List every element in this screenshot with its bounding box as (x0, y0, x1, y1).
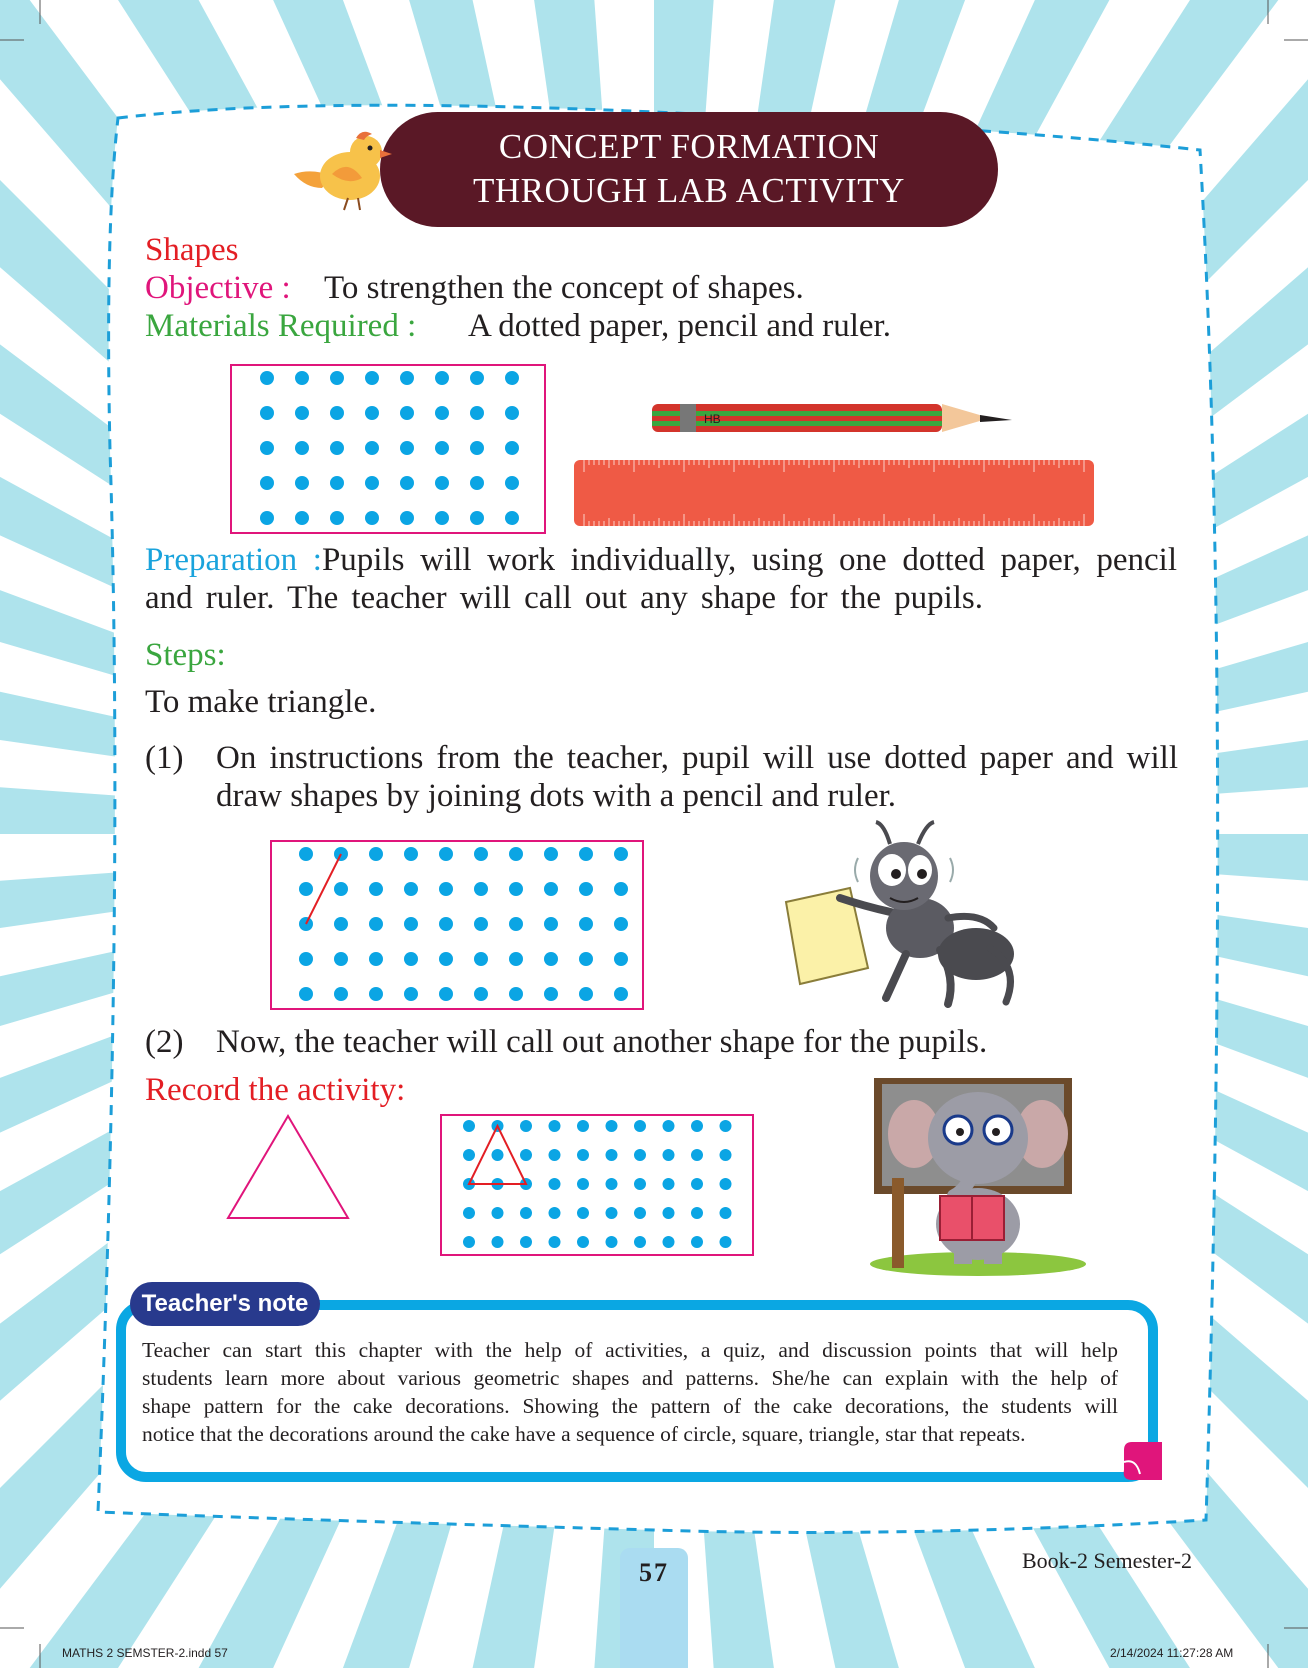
grid-dot (435, 371, 449, 385)
grid-dot (474, 987, 488, 1001)
page-curl-icon (1118, 1440, 1164, 1482)
grid-dot (439, 882, 453, 896)
grid-dot (509, 847, 523, 861)
step-1-line-2: draw shapes by joining dots with a pencil and ruler. (216, 778, 897, 814)
grid-dot (365, 371, 379, 385)
grid-dot (369, 952, 383, 966)
grid-dot (470, 511, 484, 525)
ant-illustration (780, 818, 1040, 1010)
grid-dot (720, 1120, 732, 1132)
grid-dot (299, 847, 313, 861)
grid-dot (439, 847, 453, 861)
grid-dot (474, 952, 488, 966)
grid-dot (435, 511, 449, 525)
teacher-note-text (142, 1336, 1118, 1448)
grid-dot (492, 1149, 504, 1161)
grid-dot (614, 917, 628, 931)
grid-dot (365, 441, 379, 455)
objective-text: To strengthen the concept of shapes. (324, 270, 804, 306)
dotted-paper-record (440, 1114, 754, 1256)
grid-dot (260, 371, 274, 385)
grid-dot (470, 441, 484, 455)
grid-dot (577, 1236, 589, 1248)
grid-dot (606, 1178, 618, 1190)
grid-dot (369, 847, 383, 861)
grid-dot (720, 1207, 732, 1219)
grid-dot (299, 882, 313, 896)
pencil-illustration (650, 402, 1014, 436)
grid-dot (549, 1178, 561, 1190)
title-line-1: CONCEPT FORMATION (498, 127, 880, 166)
grid-dot (404, 952, 418, 966)
grid-dot (606, 1207, 618, 1219)
grid-dot (663, 1149, 675, 1161)
grid-dot (435, 476, 449, 490)
grid-dot (720, 1178, 732, 1190)
grid-dot (579, 917, 593, 931)
grid-dot (295, 371, 309, 385)
grid-dot (404, 847, 418, 861)
grid-dot (463, 1120, 475, 1132)
grid-dot (334, 987, 348, 1001)
grid-dot (634, 1149, 646, 1161)
grid-dot (634, 1120, 646, 1132)
grid-dot (295, 406, 309, 420)
grid-dot (663, 1120, 675, 1132)
grid-dot (505, 476, 519, 490)
grid-dot (579, 882, 593, 896)
grid-dot (549, 1207, 561, 1219)
grid-dot (549, 1236, 561, 1248)
grid-dot (663, 1178, 675, 1190)
grid-dot (492, 1236, 504, 1248)
grid-dot (404, 987, 418, 1001)
grid-dot (663, 1236, 675, 1248)
steps-intro: To make triangle. (145, 684, 377, 720)
grid-dot (505, 406, 519, 420)
grid-dot (369, 917, 383, 931)
grid-dot (691, 1149, 703, 1161)
grid-dot (470, 476, 484, 490)
pencil-label: HB (704, 412, 721, 426)
grid-dot (614, 847, 628, 861)
date-slug: 2/14/2024 11:27:28 AM (1110, 1646, 1234, 1660)
grid-dot (470, 406, 484, 420)
grid-dot (330, 371, 344, 385)
grid-dot (606, 1236, 618, 1248)
teacher-note-line-4: notice that the decorations around the cake have a sequence of circle, square, triangle, star that repeats. (142, 1422, 1026, 1446)
grid-dot (579, 952, 593, 966)
grid-dot (365, 511, 379, 525)
grid-dot (369, 882, 383, 896)
step-2-number: (2) (145, 1024, 184, 1060)
page-number: 57 (639, 1558, 669, 1587)
grid-dot (299, 987, 313, 1001)
grid-dot (520, 1207, 532, 1219)
grid-dot (720, 1236, 732, 1248)
grid-dot (330, 476, 344, 490)
grid-dot (579, 987, 593, 1001)
grid-dot (634, 1207, 646, 1219)
grid-dot (520, 1236, 532, 1248)
grid-dot (295, 441, 309, 455)
grid-dot (334, 917, 348, 931)
grid-dot (295, 511, 309, 525)
objective-label: Objective : (145, 270, 291, 306)
grid-dot (720, 1149, 732, 1161)
grid-dot (474, 847, 488, 861)
title-banner (380, 112, 998, 227)
grid-dot (691, 1120, 703, 1132)
grid-dot (439, 917, 453, 931)
preparation-label: Preparation : (145, 542, 322, 578)
grid-dot (505, 511, 519, 525)
grid-dot (470, 371, 484, 385)
preparation-text-1: Pupils will work individually, using one dotted paper, pencil (321, 542, 1178, 578)
grid-dot (260, 511, 274, 525)
grid-dot (634, 1178, 646, 1190)
grid-dot (365, 406, 379, 420)
grid-dot (614, 882, 628, 896)
grid-dot (577, 1207, 589, 1219)
grid-dot (463, 1207, 475, 1219)
grid-dot (260, 406, 274, 420)
grid-dot (400, 406, 414, 420)
grid-dot (299, 952, 313, 966)
grid-dot (544, 952, 558, 966)
grid-dot (577, 1149, 589, 1161)
grid-dot (509, 987, 523, 1001)
grid-dot (404, 917, 418, 931)
materials-text: A dotted paper, pencil and ruler. (468, 308, 891, 344)
dotted-paper-materials (230, 364, 546, 534)
elephant-illustration (866, 1078, 1090, 1276)
grid-dot (334, 952, 348, 966)
grid-dot (492, 1207, 504, 1219)
grid-dot (369, 987, 383, 1001)
preparation-line-2: and ruler. The teacher will call out any shape for the pupils. (145, 580, 983, 616)
record-heading: Record the activity: (145, 1072, 406, 1108)
ruler-illustration (574, 460, 1094, 526)
grid-dot (435, 441, 449, 455)
grid-dot (400, 371, 414, 385)
grid-dot (463, 1149, 475, 1161)
grid-dot (330, 406, 344, 420)
grid-dot (260, 441, 274, 455)
grid-dot (634, 1236, 646, 1248)
step-1-line-1: On instructions from the teacher, pupil will use dotted paper and will (216, 740, 1178, 776)
grid-dot (435, 406, 449, 420)
grid-dot (509, 917, 523, 931)
materials-label: Materials Required : (145, 308, 417, 344)
shapes-heading: Shapes (145, 232, 239, 268)
teacher-note-line-1: Teacher can start this chapter with the help of activities, a quiz, and discussion points that will help (142, 1338, 1118, 1362)
grid-dot (505, 371, 519, 385)
grid-dot (606, 1120, 618, 1132)
grid-dot (544, 917, 558, 931)
grid-dot (330, 441, 344, 455)
grid-dot (691, 1207, 703, 1219)
grid-dot (439, 952, 453, 966)
grid-dot (400, 441, 414, 455)
preparation-line-1 (145, 542, 1177, 579)
grid-dot (439, 987, 453, 1001)
steps-label: Steps: (145, 637, 226, 673)
grid-dot (509, 952, 523, 966)
grid-dot (474, 917, 488, 931)
grid-dot (614, 952, 628, 966)
grid-dot (544, 987, 558, 1001)
step-1-number: (1) (145, 740, 184, 776)
grid-dot (520, 1149, 532, 1161)
grid-dot (663, 1207, 675, 1219)
grid-dot (549, 1149, 561, 1161)
triangle-shape (224, 1112, 352, 1222)
grid-dot (577, 1120, 589, 1132)
grid-dot (365, 476, 379, 490)
grid-dot (691, 1178, 703, 1190)
grid-dot (549, 1120, 561, 1132)
grid-dot (463, 1236, 475, 1248)
teacher-note-label: Teacher's note (130, 1282, 320, 1326)
grid-dot (577, 1178, 589, 1190)
grid-dot (295, 476, 309, 490)
grid-dot (614, 987, 628, 1001)
book-label: Book-2 Semester-2 (1022, 1548, 1193, 1573)
teacher-note-line-2: students learn more about various geometric shapes and patterns. She/he can explain with the help of (142, 1366, 1118, 1390)
grid-dot (334, 882, 348, 896)
grid-dot (505, 441, 519, 455)
file-slug: MATHS 2 SEMSTER-2.indd 57 (62, 1646, 228, 1660)
grid-dot (606, 1149, 618, 1161)
grid-dot (520, 1120, 532, 1132)
dotted-paper-step-1 (270, 840, 644, 1010)
grid-dot (691, 1236, 703, 1248)
grid-dot (579, 847, 593, 861)
title-line-2: THROUGH LAB ACTIVITY (473, 171, 905, 210)
grid-dot (260, 476, 274, 490)
step-2-text: Now, the teacher will call out another shape for the pupils. (216, 1024, 988, 1060)
grid-dot (544, 882, 558, 896)
grid-dot (400, 511, 414, 525)
teacher-note-line-3: shape pattern for the cake decorations. Showing the pattern of the cake decorations, the students will (142, 1394, 1118, 1418)
grid-dot (400, 476, 414, 490)
grid-dot (509, 882, 523, 896)
grid-dot (330, 511, 344, 525)
bird-illustration (292, 128, 396, 212)
grid-dot (544, 847, 558, 861)
grid-dot (404, 882, 418, 896)
grid-dot (474, 882, 488, 896)
